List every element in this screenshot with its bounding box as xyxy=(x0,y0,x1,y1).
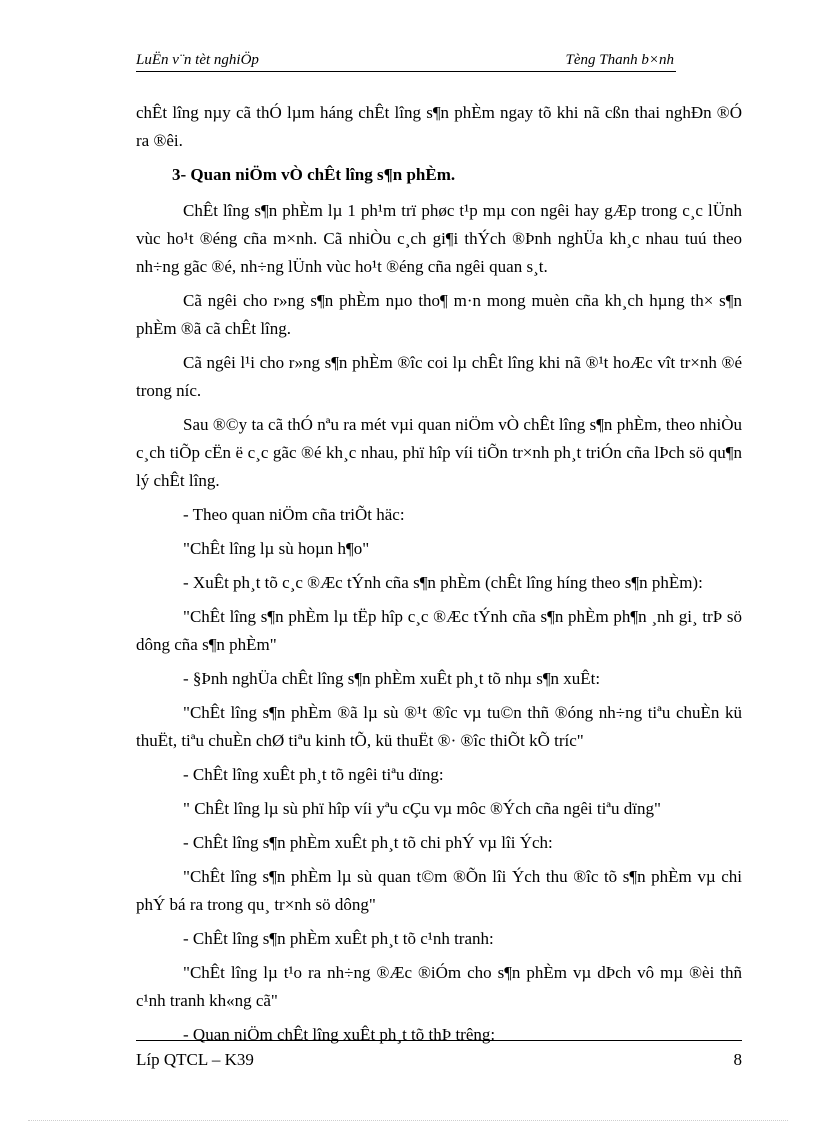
body-paragraph: - ChÊt lîng s¶n phÈm xuÊt ph¸t tõ c¹nh tranh: xyxy=(183,929,494,948)
body-paragraph: Cã ngêi cho r»ng s¶n phÈm nµo tho¶ m·n mong muèn cña kh¸ch hµng th× s¶n phÈm ®ã cã chÊt lîng. xyxy=(136,291,742,338)
body-paragraph: - §Þnh nghÜa chÊt lîng s¶n phÈm xuÊt ph¸t tõ nhµ s¶n xuÊt: xyxy=(183,669,601,688)
body-paragraph: - XuÊt ph¸t tõ c¸c ®Æc tÝnh cña s¶n phÈm (chÊt lîng híng theo s¶n phÈm): xyxy=(183,573,703,592)
body-paragraph: "ChÊt lîng lµ t¹o ra nh÷ng ®Æc ®iÓm cho s¶n phÈm vµ dÞch vô mµ ®èi thñ c¹nh tranh kh«ng cã" xyxy=(136,963,742,1010)
body-paragraph: "ChÊt lîng s¶n phÈm lµ tËp hîp c¸c ®Æc tÝnh cña s¶n phÈm ph¶n ¸nh gi¸ trÞ sö dông cña s¶n phÈm" xyxy=(136,607,742,654)
header-rule xyxy=(136,71,676,72)
page-edge-dots xyxy=(28,1120,788,1121)
page-header xyxy=(136,52,676,72)
footer-rule xyxy=(136,1040,742,1041)
body-paragraph: "ChÊt lîng s¶n phÈm lµ sù quan t©m ®Õn lîi Ých thu ®îc tõ s¶n phÈm vµ chi phÝ bá ra trong qu¸ tr×nh sö dông" xyxy=(136,867,742,914)
body-paragraph: - ChÊt lîng xuÊt ph¸t tõ ngêi tiªu dïng: xyxy=(183,765,444,784)
document-body xyxy=(136,99,742,1055)
page-number: 8 xyxy=(733,1050,742,1069)
footer-class-label: Líp QTCL – K39 xyxy=(136,1050,254,1069)
body-paragraph: "ChÊt lîng s¶n phÈm ®ã lµ sù ®¹t ®îc vµ tu©n thñ ®óng nh÷ng tiªu chuÈn kü thuËt, tiªu chuÈn chØ tiªu kinh tÕ, kü thuËt ®· ®îc thiÕt kÕ tríc" xyxy=(136,703,742,750)
body-paragraph: - Quan niÖm chÊt lîng xuÊt ph¸t tõ thÞ trêng: xyxy=(183,1025,496,1044)
body-paragraph: Sau ®©y ta cã thÓ nªu ra mét vµi quan niÖm vÒ chÊt lîng s¶n phÈm, theo nhiÒu c¸ch tiÕp cËn ë c¸c gãc ®é kh¸c nhau, phï hîp víi tiÕn tr×nh ph¸t triÓn cña lÞch sö qu¶n lý chÊt lîng. xyxy=(136,415,742,490)
body-paragraph: - Theo quan niÖm cña triÕt häc: xyxy=(183,505,405,524)
section-heading: 3- Quan niÖm vÒ chÊt lîng s¶n phÈm. xyxy=(172,165,456,184)
body-paragraph: ChÊt lîng s¶n phÈm lµ 1 ph¹m trï phøc t¹p mµ con ngêi hay gÆp trong c¸c lÜnh vùc ho¹t ®éng cña m×nh. Cã nhiÒu c¸ch gi¶i thÝch ®Þnh nghÜa kh¸c nhau tuú theo nh÷ng gãc ®é, nh÷ng lÜnh vùc ho¹t ®éng cña ngêi quan s¸t. xyxy=(136,201,742,276)
body-paragraph: "ChÊt lîng lµ sù hoµn h¶o" xyxy=(183,539,370,558)
body-paragraph: " ChÊt lîng lµ sù phï hîp víi yªu cÇu vµ môc ®Ých cña ngêi tiªu dïng" xyxy=(183,799,661,818)
body-paragraph: chÊt lîng nµy cã thÓ lµm háng chÊt lîng s¶n phÈm ngay tõ khi nã cßn thai nghÐn ®Ó ra ®êi. xyxy=(136,103,742,150)
header-thesis-title: LuËn v¨n tèt nghiÖp xyxy=(136,52,259,68)
body-paragraph: Cã ngêi l¹i cho r»ng s¶n phÈm ®îc coi lµ chÊt lîng khi nã ®¹t hoÆc vît tr×nh ®é trong níc. xyxy=(136,353,742,400)
header-author-name: Tèng Thanh b×nh xyxy=(565,52,674,68)
body-paragraph: - ChÊt lîng s¶n phÈm xuÊt ph¸t tõ chi phÝ vµ lîi Ých: xyxy=(183,833,553,852)
